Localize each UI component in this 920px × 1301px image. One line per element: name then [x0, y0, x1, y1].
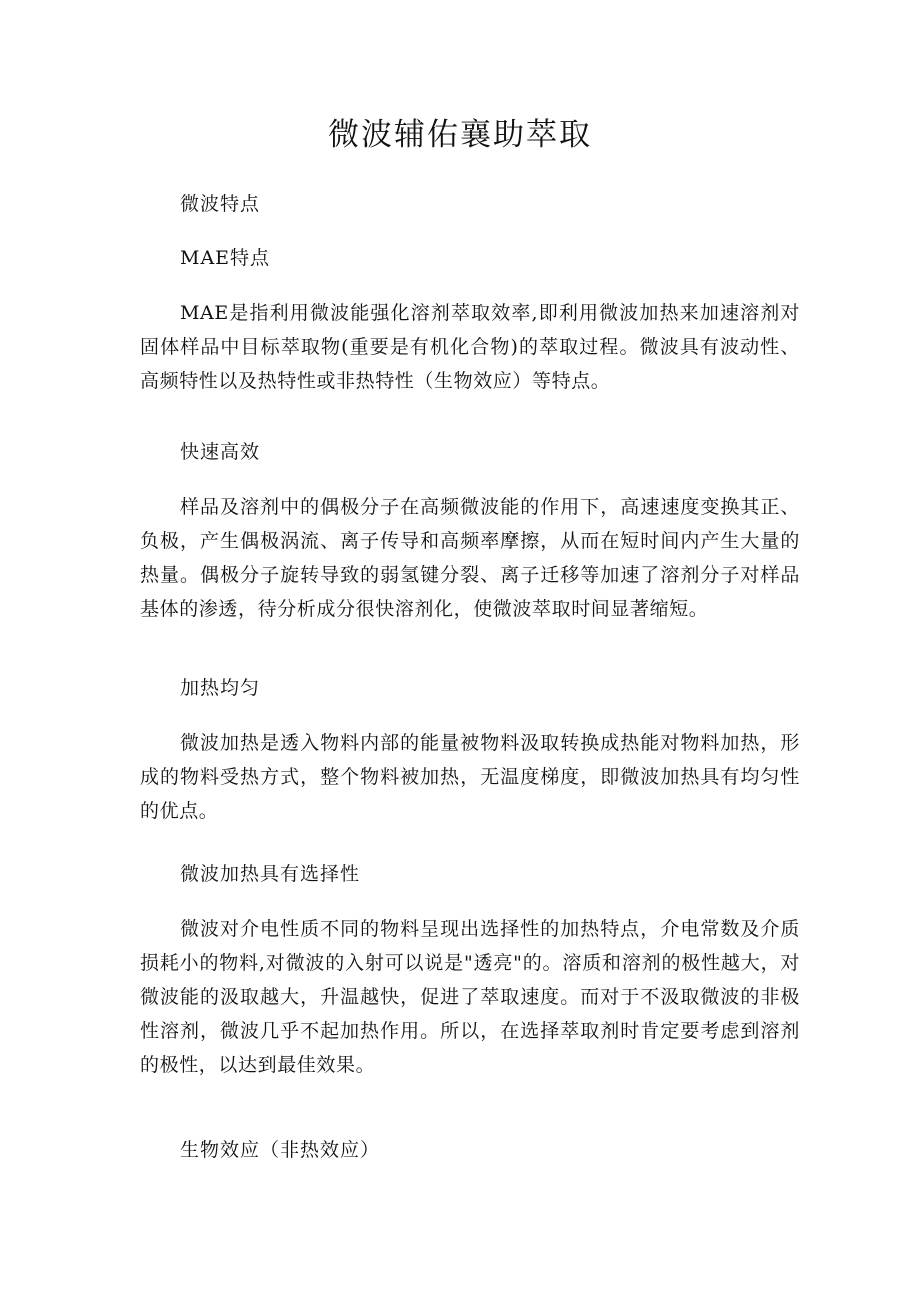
heading-mae-features: MAE特点 — [180, 247, 271, 269]
paragraph-selective-heating: 微波对介电性质不同的物料呈现出选择性的加热特点，介电常数及介质损耗小的物料,对微波的入射可以说是"透亮"的。溶质和溶剂的极性越大，对微波能的汲取越大，升温越快，促进了萃取速度。而对于不汲取微波的非极性溶剂，微波几乎不起加热作用。所以，在选择萃取剂时肯定要考虑到溶剂的极性，以达到最佳效果。 — [140, 918, 800, 1076]
heading-microwave-features: 微波特点 — [180, 193, 261, 215]
paragraph-uniform-heating: 微波加热是透入物料内部的能量被物料汲取转换成热能对物料加热，形成的物料受热方式，整个物料被加热，无温度梯度，即微波加热具有均匀性的优点。 — [140, 732, 800, 822]
heading-biological-effect: 生物效应（非热效应） — [180, 1139, 381, 1161]
heading-fast-efficient: 快速高效 — [180, 441, 261, 463]
paragraph-mae: MAE是指利用微波能强化溶剂萃取效率,即利用微波加热来加速溶剂对固体样品中目标萃取物(重要是有机化合物)的萃取过程。微波具有波动性、高频特性以及热特性或非热特性（生物效应）等特点。 — [140, 302, 800, 392]
document-title: 微波辅佑襄助萃取 — [328, 117, 592, 153]
heading-selective-heating: 微波加热具有选择性 — [180, 863, 361, 885]
paragraph-fast-efficient: 样品及溶剂中的偶极分子在高频微波能的作用下，高速速度变换其正、负极，产生偶极涡流、离子传导和高频率摩擦，从而在短时间内产生大量的热量。偶极分子旋转导致的弱氢键分裂、离子迁移等加速了溶剂分子对样品基体的渗透，待分析成分很快溶剂化，使微波萃取时间显著缩短。 — [140, 496, 800, 620]
heading-uniform-heating: 加热均匀 — [180, 677, 261, 699]
